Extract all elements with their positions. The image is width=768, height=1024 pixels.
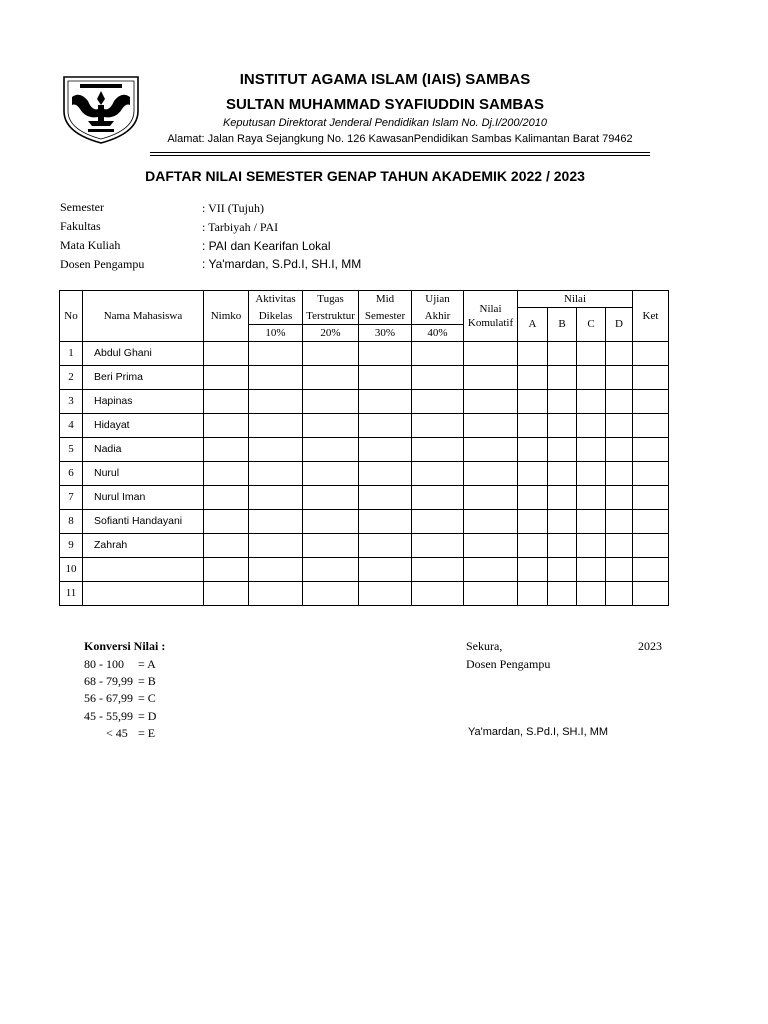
aktivitas-cell bbox=[249, 461, 303, 485]
table-header-row bbox=[60, 291, 669, 308]
grade-d-cell bbox=[606, 437, 633, 461]
header-aktivitas: Aktivitas bbox=[249, 291, 303, 308]
info-label-fakultas: Fakultas bbox=[60, 219, 101, 233]
komulatif-cell bbox=[464, 437, 518, 461]
tugas-cell bbox=[303, 341, 359, 365]
mid-cell bbox=[359, 509, 412, 533]
table-row bbox=[60, 485, 669, 509]
student-name bbox=[83, 557, 204, 581]
conversion-grade-c: = C bbox=[138, 691, 156, 705]
tugas-cell bbox=[303, 533, 359, 557]
grade-a-cell bbox=[518, 365, 548, 389]
grade-c-cell bbox=[577, 389, 606, 413]
grade-d-cell bbox=[606, 485, 633, 509]
header-akhir: Akhir bbox=[412, 308, 464, 325]
header-aktivitas-weight: 10% bbox=[249, 324, 303, 341]
info-value-fakultas: : Tarbiyah / PAI bbox=[202, 220, 279, 234]
header-komulatif-line2: Komulatif bbox=[467, 316, 514, 329]
grade-d-cell bbox=[606, 461, 633, 485]
table-row bbox=[60, 341, 669, 365]
institution-name-line1: INSTITUT AGAMA ISLAM (IAIS) SAMBAS bbox=[239, 71, 531, 88]
header-name: Nama Mahasiswa bbox=[83, 291, 204, 342]
grade-a-cell bbox=[518, 509, 548, 533]
grade-b-cell bbox=[548, 509, 577, 533]
nimko-cell bbox=[204, 437, 249, 461]
komulatif-cell bbox=[464, 533, 518, 557]
row-number: 6 bbox=[60, 461, 83, 485]
komulatif-cell bbox=[464, 413, 518, 437]
ket-cell bbox=[633, 413, 669, 437]
mid-cell bbox=[359, 413, 412, 437]
ujian-cell bbox=[412, 485, 464, 509]
ket-cell bbox=[633, 557, 669, 581]
ket-cell bbox=[633, 341, 669, 365]
grade-b-cell bbox=[548, 485, 577, 509]
signature-year: 2023 bbox=[638, 639, 662, 653]
signature-role: Dosen Pengampu bbox=[466, 657, 551, 671]
mid-cell bbox=[359, 557, 412, 581]
student-name: Nurul Iman bbox=[83, 485, 204, 509]
grade-d-cell bbox=[606, 557, 633, 581]
grades-table-body bbox=[60, 341, 669, 605]
grade-a-cell bbox=[518, 461, 548, 485]
student-name bbox=[83, 581, 204, 605]
info-label-dosen: Dosen Pengampu bbox=[60, 257, 145, 271]
header-mid: Mid bbox=[359, 291, 412, 308]
row-number: 10 bbox=[60, 557, 83, 581]
table-row bbox=[60, 413, 669, 437]
nimko-cell bbox=[204, 581, 249, 605]
grade-c-cell bbox=[577, 341, 606, 365]
grade-b-cell bbox=[548, 389, 577, 413]
student-name: Nadia bbox=[83, 437, 204, 461]
nimko-cell bbox=[204, 485, 249, 509]
ujian-cell bbox=[412, 389, 464, 413]
aktivitas-cell bbox=[249, 533, 303, 557]
mid-cell bbox=[359, 341, 412, 365]
row-number: 7 bbox=[60, 485, 83, 509]
komulatif-cell bbox=[464, 389, 518, 413]
table-row bbox=[60, 389, 669, 413]
info-value-mata-kuliah: : PAI dan Kearifan Lokal bbox=[202, 239, 331, 253]
aktivitas-cell bbox=[249, 581, 303, 605]
grade-b-cell bbox=[548, 533, 577, 557]
student-name: Hidayat bbox=[83, 413, 204, 437]
komulatif-cell bbox=[464, 581, 518, 605]
mid-cell bbox=[359, 437, 412, 461]
grade-b-cell bbox=[548, 461, 577, 485]
header-no: No bbox=[60, 291, 83, 342]
row-number: 11 bbox=[60, 581, 83, 605]
row-number: 9 bbox=[60, 533, 83, 557]
student-name: Zahrah bbox=[83, 533, 204, 557]
header-tugas: Tugas bbox=[303, 291, 359, 308]
ket-cell bbox=[633, 389, 669, 413]
header-nimko: Nimko bbox=[204, 291, 249, 342]
grade-d-cell bbox=[606, 341, 633, 365]
table-row bbox=[60, 533, 669, 557]
info-value-semester: : VII (Tujuh) bbox=[202, 201, 265, 215]
tugas-cell bbox=[303, 413, 359, 437]
header-tugas-weight: 20% bbox=[303, 324, 359, 341]
conversion-range-c: 56 - 67,99 bbox=[84, 691, 133, 705]
grade-d-cell bbox=[606, 413, 633, 437]
ujian-cell bbox=[412, 365, 464, 389]
grade-c-cell bbox=[577, 557, 606, 581]
grade-d-cell bbox=[606, 389, 633, 413]
header-nilai-komulatif bbox=[464, 291, 518, 342]
nimko-cell bbox=[204, 341, 249, 365]
signature-place: Sekura, bbox=[466, 639, 503, 653]
grade-a-cell bbox=[518, 533, 548, 557]
info-value-dosen: : Ya'mardan, S.Pd.I, SH.I, MM bbox=[202, 257, 362, 271]
nimko-cell bbox=[204, 365, 249, 389]
grade-a-cell bbox=[518, 341, 548, 365]
header-grade-d: D bbox=[606, 308, 633, 342]
mid-cell bbox=[359, 581, 412, 605]
student-name: Hapinas bbox=[83, 389, 204, 413]
ujian-cell bbox=[412, 509, 464, 533]
ket-cell bbox=[633, 461, 669, 485]
aktivitas-cell bbox=[249, 509, 303, 533]
conversion-grade-b: = B bbox=[138, 674, 156, 688]
ujian-cell bbox=[412, 413, 464, 437]
letterhead-divider bbox=[150, 152, 650, 153]
nimko-cell bbox=[204, 413, 249, 437]
ket-cell bbox=[633, 437, 669, 461]
row-number: 1 bbox=[60, 341, 83, 365]
header-mid-weight: 30% bbox=[359, 324, 412, 341]
ket-cell bbox=[633, 485, 669, 509]
grade-b-cell bbox=[548, 557, 577, 581]
ujian-cell bbox=[412, 341, 464, 365]
grade-a-cell bbox=[518, 389, 548, 413]
grade-b-cell bbox=[548, 413, 577, 437]
ket-cell bbox=[633, 509, 669, 533]
ujian-cell bbox=[412, 437, 464, 461]
institution-address: Alamat: Jalan Raya Sejangkung No. 126 KawasanPendidikan Sambas Kalimantan Barat 79462 bbox=[167, 133, 633, 145]
grade-c-cell bbox=[577, 581, 606, 605]
komulatif-cell bbox=[464, 557, 518, 581]
aktivitas-cell bbox=[249, 557, 303, 581]
nimko-cell bbox=[204, 389, 249, 413]
info-label-mata-kuliah: Mata Kuliah bbox=[60, 238, 121, 252]
letterhead-divider-thin bbox=[150, 155, 650, 156]
grade-b-cell bbox=[548, 341, 577, 365]
nimko-cell bbox=[204, 509, 249, 533]
tugas-cell bbox=[303, 461, 359, 485]
conversion-range-a: 80 - 100 bbox=[84, 657, 124, 671]
aktivitas-cell bbox=[249, 413, 303, 437]
student-name: Beri Prima bbox=[83, 365, 204, 389]
nimko-cell bbox=[204, 533, 249, 557]
komulatif-cell bbox=[464, 341, 518, 365]
aktivitas-cell bbox=[249, 389, 303, 413]
aktivitas-cell bbox=[249, 365, 303, 389]
header-ujian: Ujian bbox=[412, 291, 464, 308]
table-row bbox=[60, 437, 669, 461]
conversion-title: Konversi Nilai : bbox=[84, 639, 166, 653]
table-row bbox=[60, 557, 669, 581]
grade-a-cell bbox=[518, 485, 548, 509]
header-semester: Semester bbox=[359, 308, 412, 325]
aktivitas-cell bbox=[249, 437, 303, 461]
header-dikelas: Dikelas bbox=[249, 308, 303, 325]
grade-d-cell bbox=[606, 365, 633, 389]
tugas-cell bbox=[303, 557, 359, 581]
conversion-grade-e: = E bbox=[138, 726, 156, 740]
institution-logo bbox=[58, 71, 144, 145]
header-ket: Ket bbox=[633, 291, 669, 342]
student-name: Abdul Ghani bbox=[83, 341, 204, 365]
header-grade-b: B bbox=[548, 308, 577, 342]
signature-name: Ya'mardan, S.Pd.I, SH.I, MM bbox=[468, 726, 609, 738]
ket-cell bbox=[633, 365, 669, 389]
nimko-cell bbox=[204, 557, 249, 581]
header-terstruktur: Terstruktur bbox=[303, 308, 359, 325]
grade-d-cell bbox=[606, 533, 633, 557]
row-number: 8 bbox=[60, 509, 83, 533]
conversion-grade-a: = A bbox=[138, 657, 156, 671]
grade-a-cell bbox=[518, 413, 548, 437]
header-ujian-weight: 40% bbox=[412, 324, 464, 341]
mid-cell bbox=[359, 365, 412, 389]
mid-cell bbox=[359, 485, 412, 509]
grade-b-cell bbox=[548, 581, 577, 605]
komulatif-cell bbox=[464, 461, 518, 485]
mid-cell bbox=[359, 533, 412, 557]
grade-c-cell bbox=[577, 533, 606, 557]
institution-name-line2: SULTAN MUHAMMAD SYAFIUDDIN SAMBAS bbox=[225, 96, 545, 113]
ujian-cell bbox=[412, 533, 464, 557]
grade-c-cell bbox=[577, 509, 606, 533]
table-row bbox=[60, 509, 669, 533]
tugas-cell bbox=[303, 389, 359, 413]
ujian-cell bbox=[412, 461, 464, 485]
conversion-range-b: 68 - 79,99 bbox=[84, 674, 133, 688]
header-nilai: Nilai bbox=[518, 291, 633, 308]
ujian-cell bbox=[412, 557, 464, 581]
tugas-cell bbox=[303, 437, 359, 461]
header-grade-a: A bbox=[518, 308, 548, 342]
grade-d-cell bbox=[606, 581, 633, 605]
table-row bbox=[60, 581, 669, 605]
table-row bbox=[60, 365, 669, 389]
grade-a-cell bbox=[518, 437, 548, 461]
mid-cell bbox=[359, 461, 412, 485]
ket-cell bbox=[633, 581, 669, 605]
aktivitas-cell bbox=[249, 485, 303, 509]
grade-b-cell bbox=[548, 365, 577, 389]
komulatif-cell bbox=[464, 365, 518, 389]
row-number: 4 bbox=[60, 413, 83, 437]
grade-c-cell bbox=[577, 485, 606, 509]
ket-cell bbox=[633, 533, 669, 557]
row-number: 5 bbox=[60, 437, 83, 461]
table-row bbox=[60, 461, 669, 485]
student-name: Nurul bbox=[83, 461, 204, 485]
decree-reference: Keputusan Direktorat Jenderal Pendidikan Islam No. Dj.I/200/2010 bbox=[222, 117, 548, 129]
header-grade-c: C bbox=[577, 308, 606, 342]
komulatif-cell bbox=[464, 485, 518, 509]
grade-c-cell bbox=[577, 413, 606, 437]
komulatif-cell bbox=[464, 509, 518, 533]
grade-a-cell bbox=[518, 581, 548, 605]
grade-c-cell bbox=[577, 437, 606, 461]
tugas-cell bbox=[303, 485, 359, 509]
conversion-range-e: < 45 bbox=[106, 726, 128, 740]
grade-c-cell bbox=[577, 365, 606, 389]
tugas-cell bbox=[303, 365, 359, 389]
header-komulatif-line1: Nilai bbox=[479, 302, 502, 315]
aktivitas-cell bbox=[249, 341, 303, 365]
student-name: Sofianti Handayani bbox=[83, 509, 204, 533]
row-number: 2 bbox=[60, 365, 83, 389]
info-label-semester: Semester bbox=[60, 200, 104, 214]
ujian-cell bbox=[412, 581, 464, 605]
tugas-cell bbox=[303, 581, 359, 605]
row-number: 3 bbox=[60, 389, 83, 413]
conversion-range-d: 45 - 55,99 bbox=[84, 709, 133, 723]
grade-c-cell bbox=[577, 461, 606, 485]
conversion-grade-d: = D bbox=[138, 709, 157, 723]
grade-d-cell bbox=[606, 509, 633, 533]
mid-cell bbox=[359, 389, 412, 413]
grade-b-cell bbox=[548, 437, 577, 461]
nimko-cell bbox=[204, 461, 249, 485]
document-title: DAFTAR NILAI SEMESTER GENAP TAHUN AKADEMIK 2022 / 2023 bbox=[145, 168, 585, 184]
grades-table bbox=[59, 290, 669, 606]
grade-a-cell bbox=[518, 557, 548, 581]
tugas-cell bbox=[303, 509, 359, 533]
